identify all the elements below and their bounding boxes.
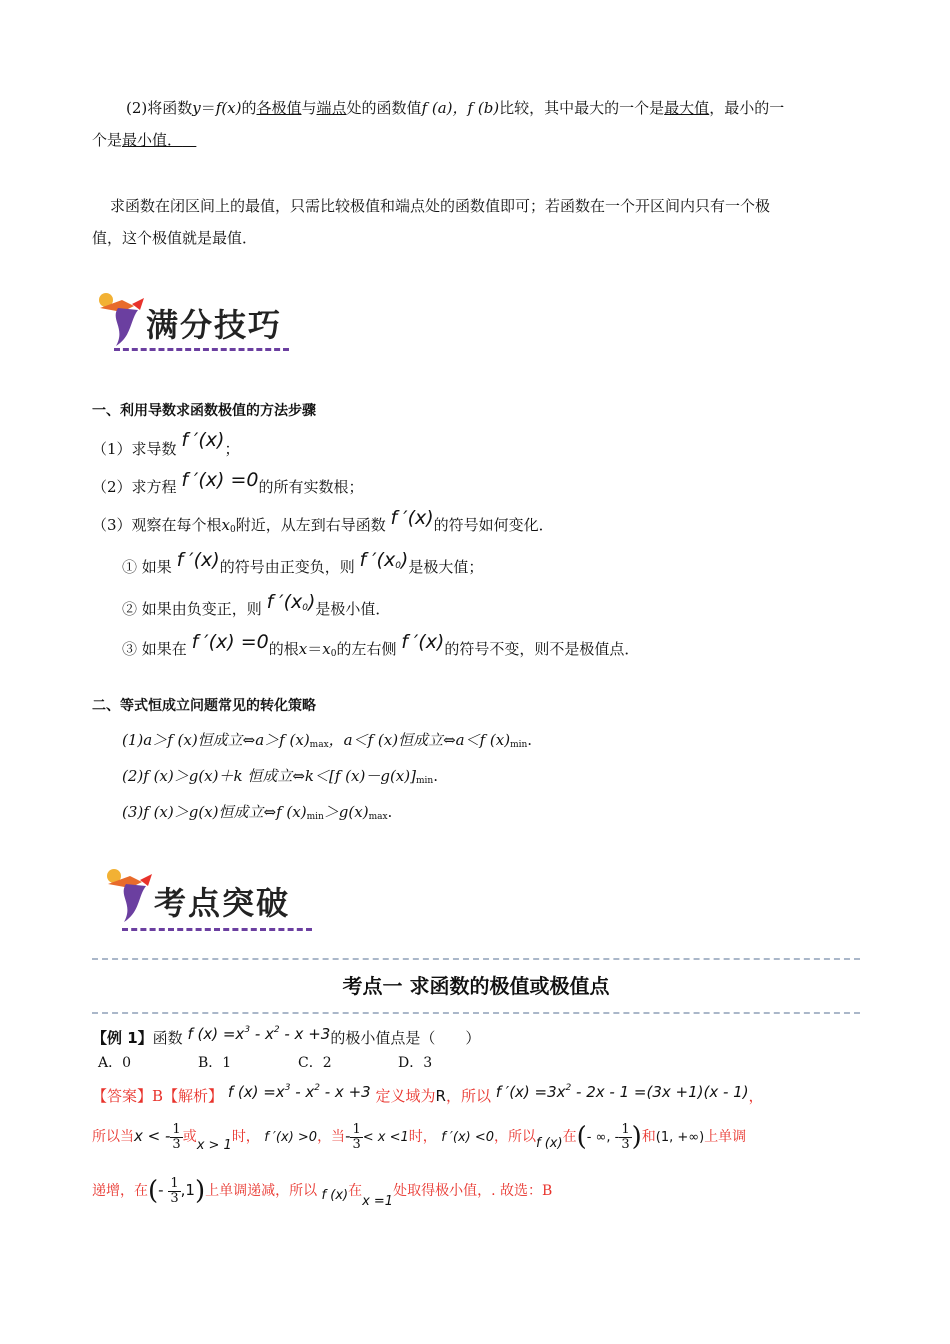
section-heading-identity-strategies: 二、等式恒成立问题常见的转化策略 — [92, 698, 316, 714]
underline-extrema: 各极值 — [256, 99, 302, 117]
banner-key-points — [100, 866, 320, 938]
answer-line-3: 递增，在(- $\frac{1}{3}$ ,1)上单调递减，所以 f (x)在x =1处取得极小值，. 故选：B — [92, 1175, 553, 1209]
step-3: （3）观察在每个根$x_0$附近，从左到右导函数 f ′(x)的符号如何变化． — [92, 507, 554, 535]
option-d[interactable]: D．3 — [398, 1055, 433, 1071]
paragraph-extremum-compare: (2)将函数y＝f(x)的各极值与端点处的函数值f (a)，f (b)比较，其中最大的一个是最大值，最小的一 — [126, 99, 785, 117]
underline-endpoints: 端点 — [316, 99, 347, 117]
banner-title: 满分技巧 — [146, 306, 283, 344]
rule-2: (2)f (x)＞g(x)＋k 恒成立⇔k＜[f $(x)-g(x)]_{min}$. — [122, 767, 438, 786]
banner-full-score-tips — [92, 290, 292, 360]
rule-1: (1)a＞f (x)恒成立⇔a＞f $(x)_{max}$，a＜f (x)恒成立⇔a＜f $(x)_{min}$. — [122, 731, 533, 750]
note-closed-interval: 求函数在闭区间上的最值，只需比较极值和端点处的函数值即可；若函数在一个开区间内只有一个极 — [110, 197, 771, 215]
example-1: 【例 1】函数 f $(x) =x^3 - x^2 - x +3$的极小值点是（ ） — [92, 1025, 481, 1047]
answer-line-1: 【答案】B【解析】 f $(x) =x^3 - x^2 - x +3$ 定义域为R，所以 f $'(x) =3x^2 - 2x - 1 =(3x +1)(x - 1)$， — [92, 1083, 764, 1105]
answer-line-2: 所以当x < - $\frac{1}{3}$ 或x > 1时， f ′(x) >0，当- $\frac{1}{3}$ < x <1时， f ′(x) <0，所以f (x)在(- ∞, - $\frac{1}{3}$ )和(1, +∞)上单调 — [92, 1121, 747, 1153]
divider-top — [92, 958, 860, 960]
banner-underline — [114, 348, 289, 351]
option-c[interactable]: C．2 — [298, 1055, 332, 1071]
case-2: ② 如果由负变正，则 f $'(x_0)$是极小值． — [122, 591, 391, 618]
case-3: ③ 如果在 f ′(x) =0的根$x=x_0$的左右侧 f ′(x)的符号不变，则不是极值点． — [122, 631, 640, 659]
option-b[interactable]: B．1 — [198, 1055, 232, 1071]
banner-title: 考点突破 — [154, 884, 291, 922]
banner-underline — [122, 928, 312, 931]
mascot-icon — [100, 866, 160, 932]
step-2: （2）求方程 f ′(x) =0的所有实数根； — [92, 469, 364, 496]
step-1: （1）求导数 f ′(x)； — [92, 429, 240, 458]
topic-title: 考点一 求函数的极值或极值点 — [342, 974, 610, 998]
underline-max: 最大值 — [664, 99, 710, 117]
case-1: ① 如果 f ′(x)的符号由正变负，则 f $'(x_0)$是极大值； — [122, 549, 484, 576]
rule-3: (3)f (x)＞g(x)恒成立⇔f $(x)_{min}>g(x)_{max}$. — [122, 803, 393, 822]
mascot-icon — [92, 290, 152, 356]
section-heading-extremum-steps: 一、利用导数求函数极值的方法步骤 — [92, 403, 316, 419]
paragraph-extremum-compare-2: 个是最小值． — [92, 131, 183, 149]
option-a[interactable]: A．0 — [98, 1055, 132, 1071]
note-closed-interval-2: 值，这个极值就是最值． — [92, 229, 258, 247]
underline-min: 最小值． — [122, 131, 183, 149]
divider-bottom — [92, 1012, 860, 1014]
